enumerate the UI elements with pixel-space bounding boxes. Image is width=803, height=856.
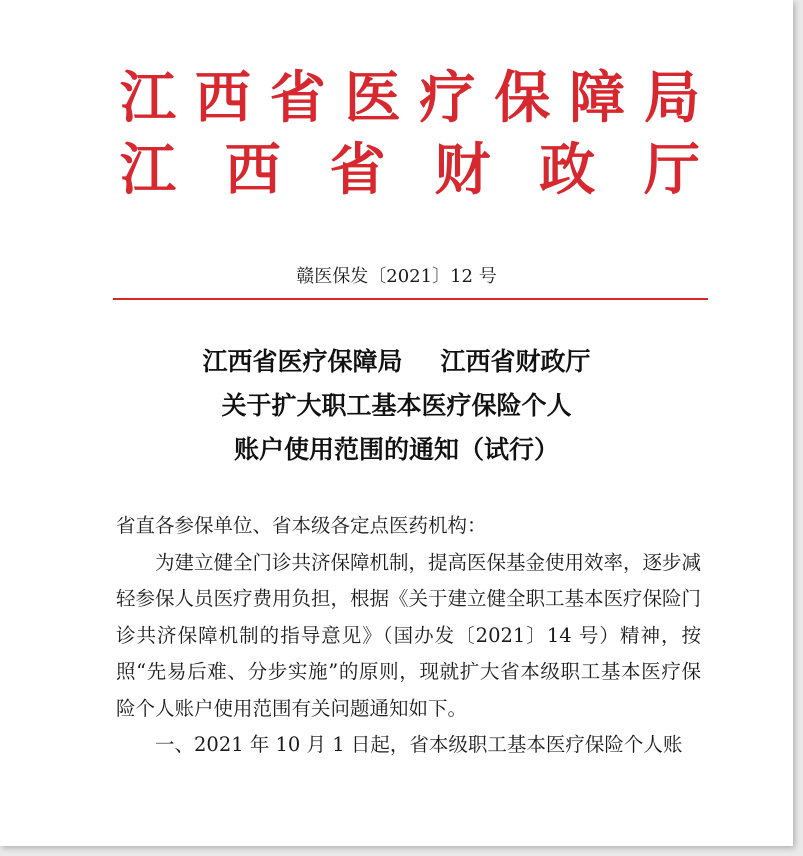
title-line-3: 账户使用范围的通知（试行） (233, 435, 559, 464)
document-title (0, 340, 793, 472)
title-issuer-2: 江西省财政厅 (440, 347, 591, 376)
body-paragraph-1: 为建立健全门诊共济保障机制，提高医保基金使用效率，逐步减轻参保人员医疗费用负担，根据《关于建立健全职工基本医疗保险门诊共济保障机制的指导意见》（国办发〔2021〕14 号）精神，按照“先易后难、分步实施”的原则，现就扩大省本级职工基本医疗保险个人账户使用范围有关问题通知如下。 (116, 550, 702, 720)
issuer-header-line-1: 江西省医疗保障局 (120, 65, 700, 131)
issuer-header-line-2: 江西省财政厅 (120, 137, 700, 203)
title-line-1 (0, 340, 793, 384)
title-issuer-1: 江西省医疗保障局 (202, 347, 403, 376)
body-paragraph-2: 一、2021 年 10 月 1 日起，省本级职工基本医疗保险个人账 (155, 733, 683, 756)
red-divider-line (113, 298, 708, 300)
document-body (116, 508, 701, 764)
salutation: 省直各参保单位、省本级各定点医药机构： (116, 514, 487, 537)
document-number: 赣医保发〔2021〕12 号 (296, 266, 497, 287)
title-line-2: 关于扩大职工基本医疗保险个人 (221, 391, 572, 420)
